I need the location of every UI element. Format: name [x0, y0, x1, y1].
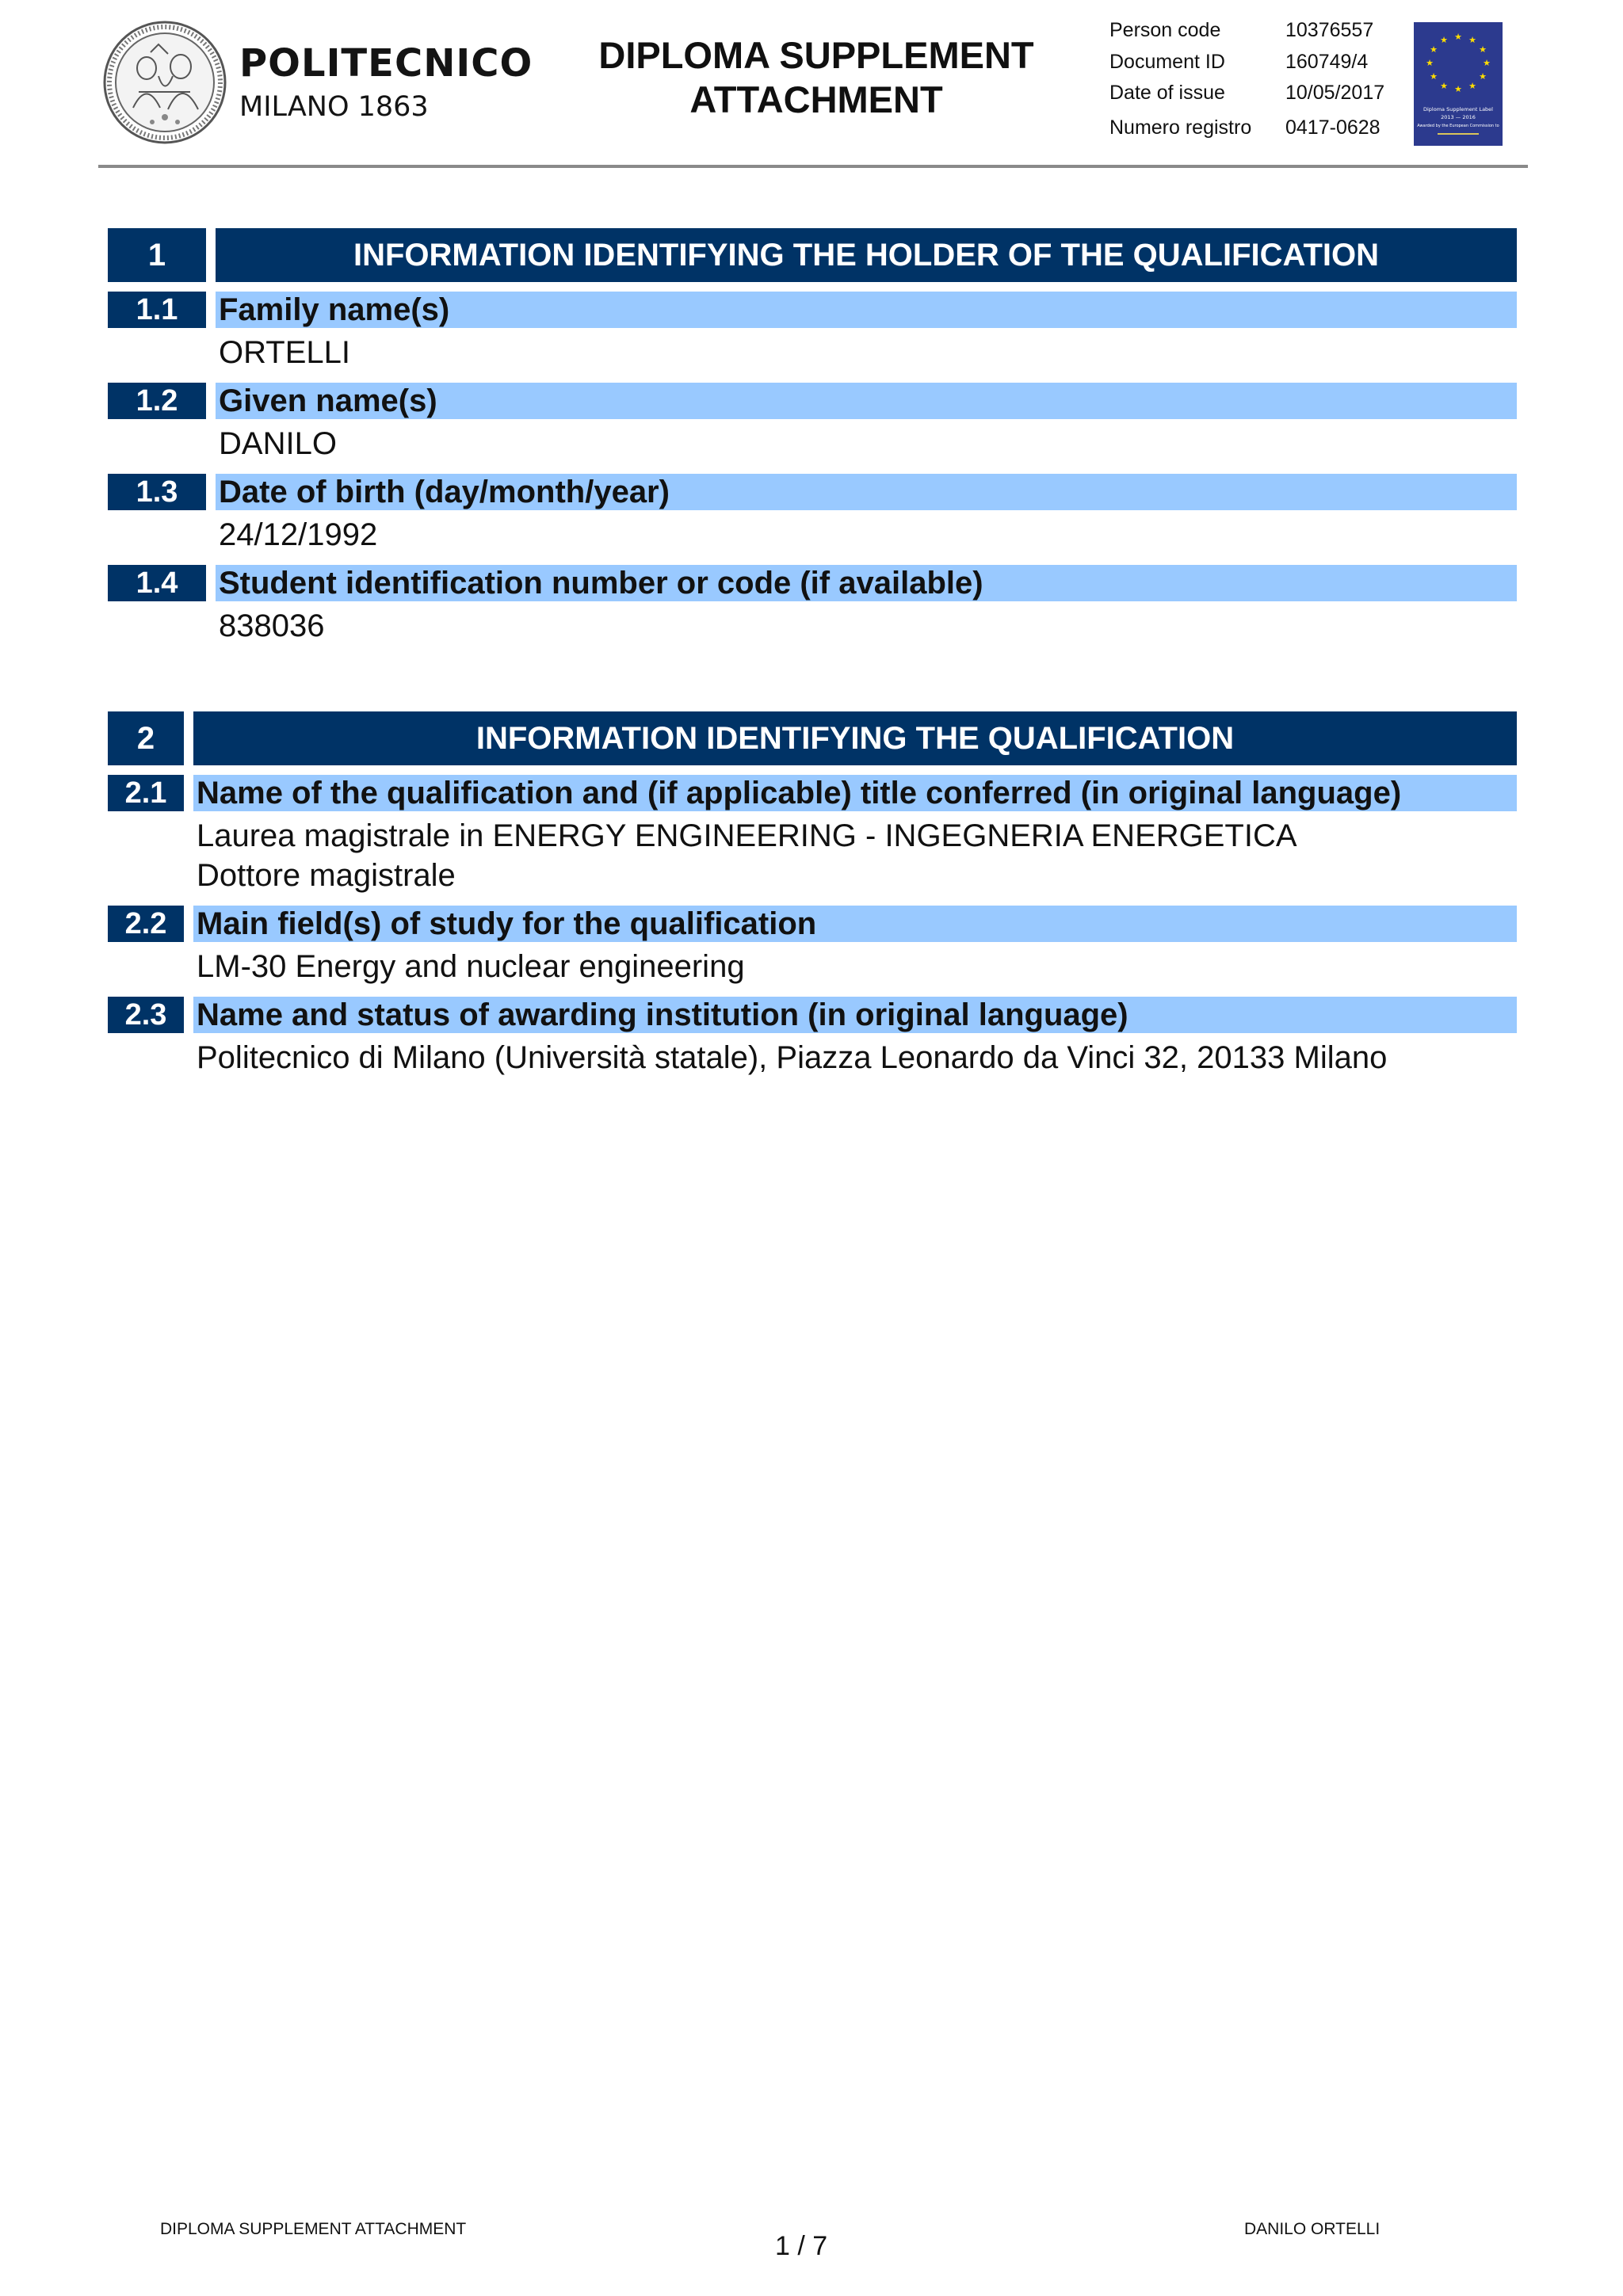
svg-text:★: ★ [1483, 58, 1491, 68]
item-1-3-number: 1.3 [108, 474, 206, 510]
footer-left: DIPLOMA SUPPLEMENT ATTACHMENT [160, 2220, 467, 2238]
svg-text:★: ★ [1430, 44, 1438, 55]
section-2-number: 2 [108, 711, 184, 765]
document-title-line1: DIPLOMA SUPPLEMENT [598, 34, 1034, 76]
svg-text:★: ★ [1454, 84, 1462, 94]
item-2-3-value: Politecnico di Milano (Università statale), Piazza Leonardo da Vinci 32, 20133 Milano [197, 1040, 1388, 1075]
item-2-1-value-line2: Dottore magistrale [197, 858, 456, 893]
svg-text:★: ★ [1440, 35, 1448, 45]
numero-registro-value: 0417-0628 [1285, 116, 1381, 139]
eu-label-line3: Awarded by the European Commission to [1417, 124, 1499, 128]
document-id-value: 160749/4 [1285, 51, 1369, 73]
item-2-3-number: 2.3 [108, 997, 184, 1033]
item-2-3-label: Name and status of awarding institution (in original language) [193, 997, 1517, 1033]
item-2-1-number: 2.1 [108, 775, 184, 811]
item-1-1-value: ORTELLI [219, 335, 350, 370]
document-title-line2: ATTACHMENT [689, 78, 943, 120]
item-1-4-label: Student identification number or code (if available) [216, 565, 1517, 601]
header-divider [98, 165, 1528, 168]
item-2-2-value: LM-30 Energy and nuclear engineering [197, 949, 745, 984]
item-1-1-label: Family name(s) [216, 292, 1517, 328]
section-2-title: INFORMATION IDENTIFYING THE QUALIFICATION [193, 711, 1517, 765]
eu-label-line1: Diploma Supplement Label [1423, 106, 1494, 113]
person-code-label: Person code [1109, 19, 1221, 41]
logo-name: POLITECNICO [239, 41, 533, 86]
date-of-issue-value: 10/05/2017 [1285, 82, 1385, 104]
svg-text:★: ★ [1479, 71, 1487, 82]
svg-text:★: ★ [1426, 58, 1434, 68]
svg-text:★: ★ [1468, 35, 1476, 45]
item-2-1-label: Name of the qualification and (if applicable) title conferred (in original language) [193, 775, 1517, 811]
item-2-1-value: Laurea magistrale in ENERGY ENGINEERING - INGEGNERIA ENERGETICA [197, 818, 1297, 853]
item-1-1-number: 1.1 [108, 292, 206, 328]
item-1-4-number: 1.4 [108, 565, 206, 601]
svg-text:★: ★ [1430, 71, 1438, 82]
item-2-2-number: 2.2 [108, 906, 184, 942]
svg-text:★: ★ [1479, 44, 1487, 55]
document-id-label: Document ID [1109, 51, 1225, 73]
svg-text:★: ★ [1440, 81, 1448, 91]
item-2-2-label: Main field(s) of study for the qualification [193, 906, 1517, 942]
eu-label-line2: 2013 — 2016 [1441, 114, 1476, 120]
page-number: 1 / 7 [775, 2231, 828, 2261]
eu-flag-label-icon [1414, 22, 1503, 146]
university-seal-icon [103, 21, 227, 144]
person-code-value: 10376557 [1285, 19, 1374, 41]
svg-text:★: ★ [1454, 32, 1462, 42]
item-1-2-value: DANILO [219, 426, 337, 461]
logo-subtitle: MILANO 1863 [239, 91, 429, 123]
numero-registro-label: Numero registro [1109, 116, 1252, 139]
item-1-4-value: 838036 [219, 608, 325, 643]
date-of-issue-label: Date of issue [1109, 82, 1225, 104]
item-1-2-label: Given name(s) [216, 383, 1517, 419]
svg-text:★: ★ [1468, 81, 1476, 91]
item-1-2-number: 1.2 [108, 383, 206, 419]
footer-right: DANILO ORTELLI [1244, 2220, 1381, 2238]
section-1-number: 1 [108, 228, 206, 282]
section-1-title: INFORMATION IDENTIFYING THE HOLDER OF THE QUALIFICATION [216, 228, 1517, 282]
item-1-3-value: 24/12/1992 [219, 517, 378, 552]
document-title [571, 33, 1062, 122]
item-1-3-label: Date of birth (day/month/year) [216, 474, 1517, 510]
